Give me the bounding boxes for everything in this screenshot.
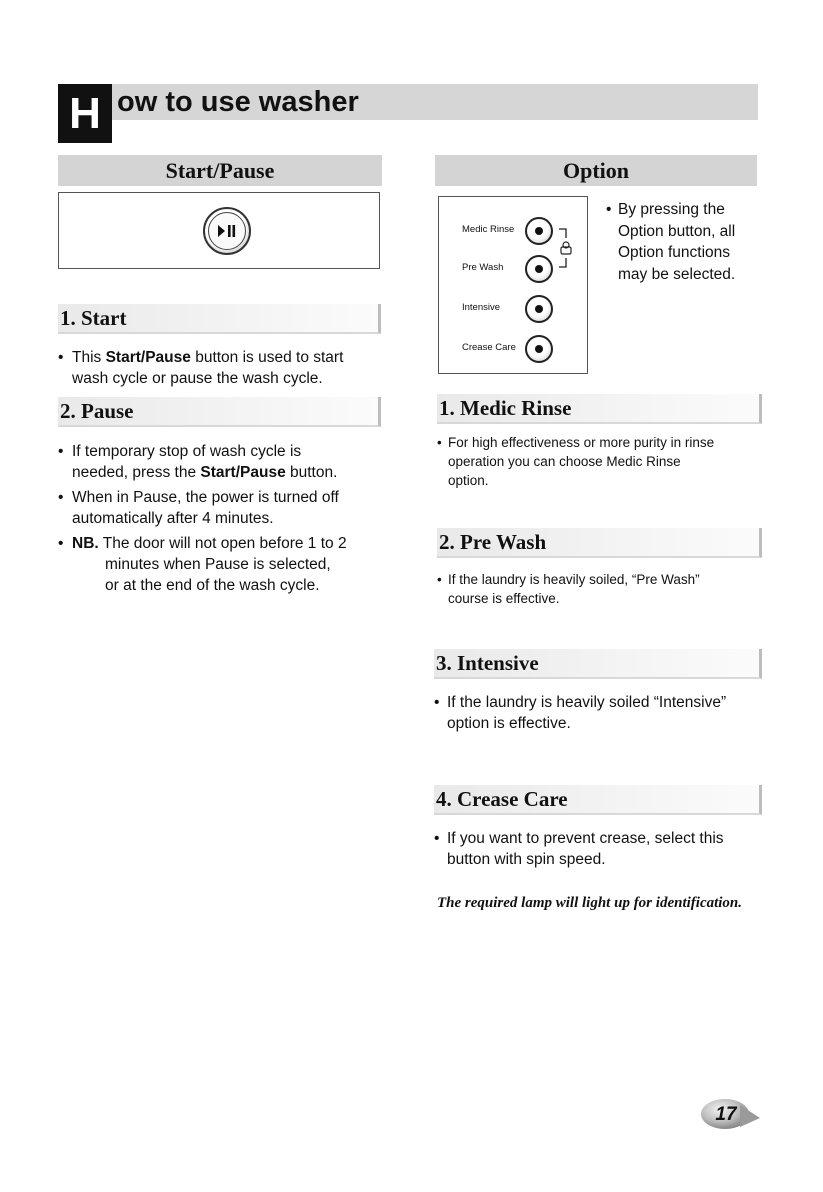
pause-paragraph: • If temporary stop of wash cycle is needed, press the Start/Pause button. • When in Pause, the power is turned off automatically after 4 minutes. • NB. The door will not open before 1 to 2 minutes when Pause is selected, or at the end of the wash cycle. (58, 443, 347, 594)
intensive-paragraph: • If the laundry is heavily soiled “Intensive” option is effective. (434, 694, 727, 732)
title-initial: H (58, 84, 112, 143)
option-label-pre-wash: Pre Wash (462, 262, 504, 273)
start-paragraph: • This Start/Pause button is used to start wash cycle or pause the wash cycle. (58, 349, 344, 387)
intensive-heading: 3. Intensive (434, 649, 762, 679)
crease-care-heading: 4. Crease Care (434, 785, 762, 815)
option-label-medic-rinse: Medic Rinse (462, 224, 515, 235)
medic-rinse-paragraph: • For high effectiveness or more purity in rinse operation you can choose Medic Rinse option. (437, 435, 715, 488)
option-header: Option (435, 155, 757, 186)
start-pause-header: Start/Pause (58, 155, 382, 186)
pause-heading: 2. Pause (58, 397, 381, 427)
option-label-crease-care: Crease Care (462, 342, 516, 353)
page-number: 17 (715, 1104, 737, 1125)
pre-wash-paragraph: • If the laundry is heavily soiled, “Pre Wash” course is effective. (437, 572, 700, 606)
pre-wash-lamp (535, 265, 543, 273)
crease-care-lamp (535, 345, 543, 353)
child-lock-icon (556, 225, 576, 273)
medic-rinse-lamp (535, 227, 543, 235)
option-note: • By pressing the Option button, all Option functions may be selected. (606, 201, 736, 283)
crease-care-paragraph: • If you want to prevent crease, select this button with spin speed. (434, 830, 724, 868)
medic-rinse-heading: 1. Medic Rinse (437, 394, 762, 424)
play-pause-icon (216, 222, 240, 240)
intensive-lamp (535, 305, 543, 313)
option-label-intensive: Intensive (462, 302, 501, 313)
start-heading: 1. Start (58, 304, 381, 334)
footnote: The required lamp will light up for identification. (437, 895, 743, 911)
pre-wash-heading: 2. Pre Wash (437, 528, 762, 558)
page-title: ow to use washer (117, 86, 359, 118)
